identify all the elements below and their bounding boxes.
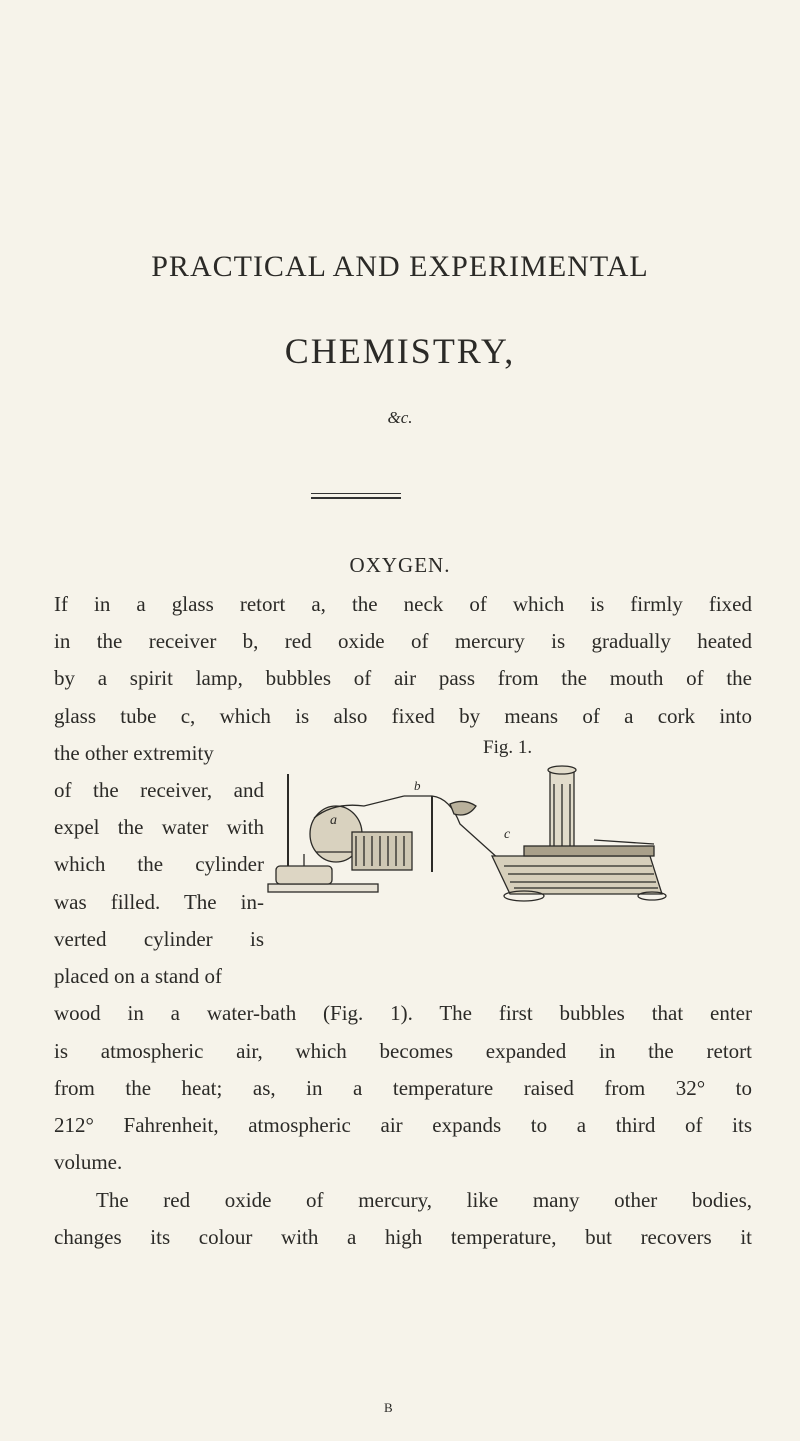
text-line: was filled. The in-	[54, 890, 264, 914]
text-line: in the receiver b, red oxide of mercury is gradually heated	[54, 629, 752, 653]
text-line: from the heat; as, in a temperature raised from 32° to	[54, 1076, 752, 1100]
text-line: of the receiver, and	[54, 778, 264, 802]
text-line: 212° Fahrenheit, atmospheric air expands to a third of its	[54, 1113, 752, 1137]
title-etc: &c.	[387, 408, 413, 427]
text-line: volume.	[54, 1150, 123, 1174]
text-line: verted cylinder is	[54, 927, 264, 951]
text-line: by a spirit lamp, bubbles of air pass from the mouth of the	[54, 666, 752, 690]
text-line: The red oxide of mercury, like many other bodies,	[96, 1188, 752, 1212]
text-line: which the cylinder	[54, 852, 264, 876]
section-heading: OXYGEN.	[349, 553, 451, 577]
text-line: expel the water with	[54, 815, 264, 839]
figure-label-b: b	[414, 778, 421, 793]
title-line-1: PRACTICAL AND EXPERIMENTAL	[151, 250, 649, 283]
figure-caption: Fig. 1.	[483, 737, 533, 758]
title-line-2: CHEMISTRY,	[284, 331, 516, 371]
figure-label-c: c	[504, 827, 511, 842]
text-line: is atmospheric air, which becomes expanded in the retort	[54, 1039, 752, 1063]
text-line: changes its colour with a high temperature, but recovers it	[54, 1225, 752, 1249]
divider-rule-bottom	[311, 497, 401, 499]
text-line: If in a glass retort a, the neck of which is firmly fixed	[54, 592, 752, 616]
apparatus-figure	[254, 762, 674, 902]
figure-label-a: a	[330, 813, 337, 828]
text-line: the other extremity	[54, 741, 214, 765]
divider-rule-top	[311, 493, 401, 494]
signature-mark: B	[384, 1400, 394, 1415]
text-line: placed on a stand of	[54, 964, 222, 988]
text-line: glass tube c, which is also fixed by means of a cork into	[54, 704, 752, 728]
text-line: wood in a water-bath (Fig. 1). The first bubbles that enter	[54, 1001, 752, 1025]
